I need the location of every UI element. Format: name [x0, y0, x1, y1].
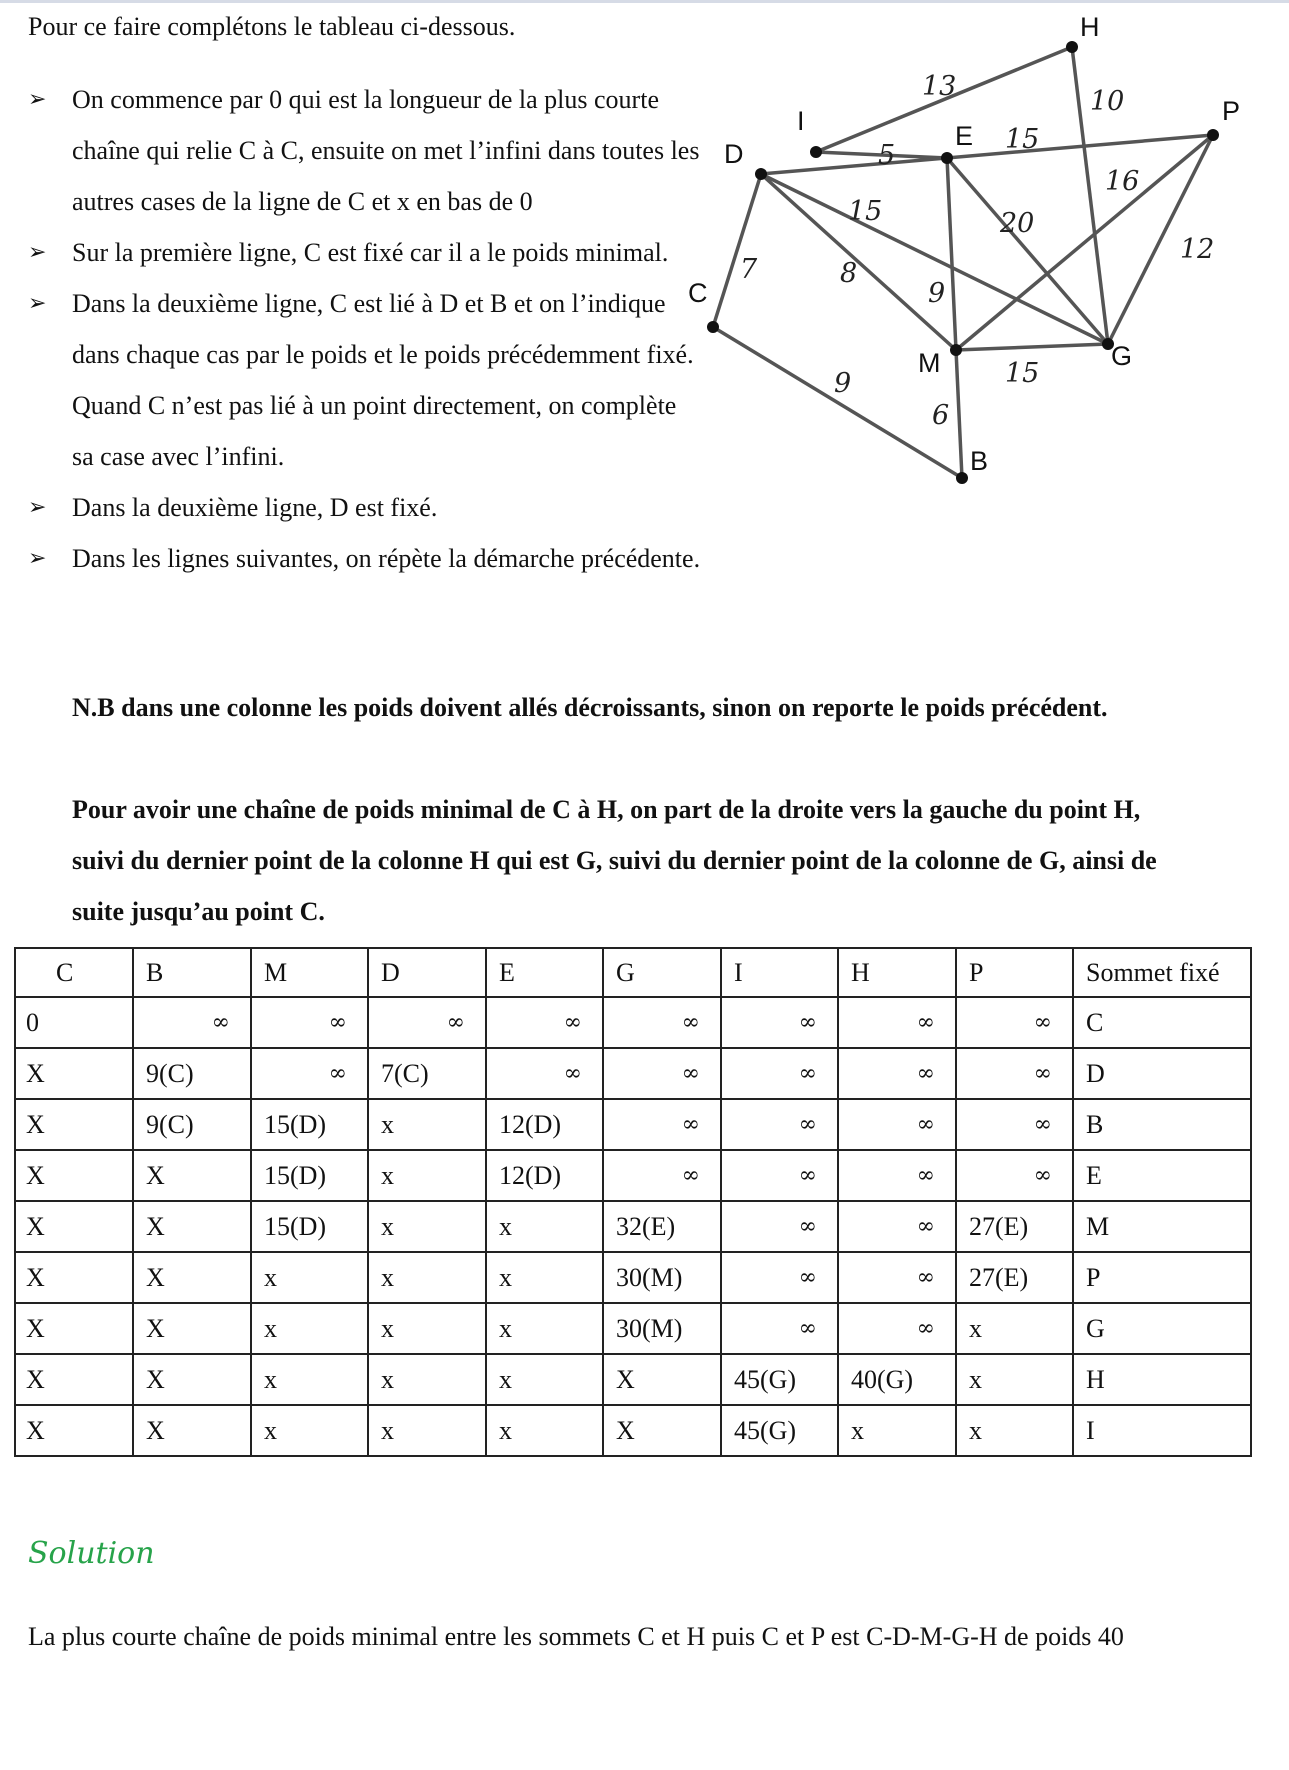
table-cell: ∞: [721, 1252, 838, 1303]
table-cell: X: [133, 1201, 251, 1252]
table-cell: x: [956, 1303, 1073, 1354]
dijkstra-table: [14, 947, 1252, 1457]
column-header-I: I: [721, 948, 838, 997]
table-cell: ∞: [838, 1252, 956, 1303]
table-cell: 27(E): [956, 1201, 1073, 1252]
table-cell: X: [15, 1048, 133, 1099]
table-cell: ∞: [368, 997, 486, 1048]
table-cell: I: [1073, 1405, 1251, 1456]
edge-weight-C-B: 9: [834, 368, 852, 399]
edge-D-P: [761, 135, 1213, 174]
table-cell: ∞: [956, 1150, 1073, 1201]
table-cell: X: [15, 1150, 133, 1201]
table-cell: x: [368, 1099, 486, 1150]
note-bold-chain: Pour avoir une chaîne de poids minimal de C à H, on part de la droite vers la gauche du point H, suivi du dernier point de la colonne H qui est G, suivi du dernier point de la colonne de G, ainsi de suite jusqu’au point C.: [72, 795, 1157, 926]
table-cell: 12(D): [486, 1099, 603, 1150]
arrow-bullet-icon: ➢: [28, 495, 47, 520]
column-header-H: H: [838, 948, 956, 997]
column-header-C: C: [15, 948, 133, 997]
table-cell: D: [1073, 1048, 1251, 1099]
node-label-D: D: [724, 139, 744, 169]
table-cell: x: [368, 1303, 486, 1354]
table-cell: ∞: [486, 1048, 603, 1099]
table-cell: ∞: [603, 1048, 721, 1099]
table-cell: x: [251, 1354, 368, 1405]
table-cell: 32(E): [603, 1201, 721, 1252]
edge-E-G: [947, 158, 1108, 344]
node-label-G: G: [1111, 341, 1133, 371]
table-cell: 15(D): [251, 1201, 368, 1252]
column-header-D: D: [368, 948, 486, 997]
table-row: [15, 1252, 1251, 1303]
table-cell: M: [1073, 1201, 1251, 1252]
table-cell: ∞: [956, 1099, 1073, 1150]
table-cell: ∞: [133, 997, 251, 1048]
table-cell: 15(D): [251, 1099, 368, 1150]
node-label-H: H: [1080, 12, 1100, 42]
arrow-bullet-icon: ➢: [28, 291, 47, 316]
table-cell: x: [251, 1405, 368, 1456]
table-row: [15, 1354, 1251, 1405]
node-M: [950, 344, 962, 356]
table-cell: 45(G): [721, 1354, 838, 1405]
table-cell: ∞: [603, 1150, 721, 1201]
table-cell: E: [1073, 1150, 1251, 1201]
column-header-fixed-vertex: Sommet fixé: [1073, 948, 1251, 997]
table-cell: ∞: [251, 1048, 368, 1099]
table-cell: P: [1073, 1252, 1251, 1303]
table-cell: ∞: [721, 1303, 838, 1354]
table-cell: X: [133, 1150, 251, 1201]
table-cell: X: [133, 1303, 251, 1354]
instruction-item: ➢ Dans la deuxième ligne, D est fixé.: [28, 482, 1268, 533]
table-header-row: [15, 948, 1251, 997]
arrow-bullet-icon: ➢: [28, 240, 47, 265]
table-cell: x: [838, 1405, 956, 1456]
table-cell: X: [15, 1405, 133, 1456]
node-P: [1207, 129, 1219, 141]
table-cell: 15(D): [251, 1150, 368, 1201]
table-cell: ∞: [956, 1048, 1073, 1099]
edge-weight-M-G: 15: [1005, 358, 1040, 389]
table-cell: 7(C): [368, 1048, 486, 1099]
weighted-graph: [660, 0, 1240, 500]
table-cell: x: [956, 1405, 1073, 1456]
table-cell: ∞: [838, 1099, 956, 1150]
table-cell: ∞: [838, 1201, 956, 1252]
table-cell: x: [486, 1354, 603, 1405]
column-header-G: G: [603, 948, 721, 997]
table-cell: X: [133, 1405, 251, 1456]
table-cell: x: [368, 1252, 486, 1303]
table-row: [15, 1201, 1251, 1252]
table-cell: ∞: [838, 1048, 956, 1099]
edge-M-G: [956, 344, 1108, 350]
table-cell: x: [368, 1354, 486, 1405]
edge-D-G: [761, 174, 1108, 344]
node-label-C: C: [688, 278, 708, 308]
table-cell: x: [486, 1405, 603, 1456]
table-row: [15, 1048, 1251, 1099]
table-cell: ∞: [486, 997, 603, 1048]
intro-text: Pour ce faire complétons le tableau ci-dessous.: [28, 12, 516, 41]
table-cell: B: [1073, 1099, 1251, 1150]
table-cell: 40(G): [838, 1354, 956, 1405]
table-cell: ∞: [603, 1099, 721, 1150]
table-cell: ∞: [838, 997, 956, 1048]
node-E: [941, 152, 953, 164]
table-row: [15, 1150, 1251, 1201]
table-cell: 12(D): [486, 1150, 603, 1201]
table-cell: X: [15, 1354, 133, 1405]
table-row: [15, 1303, 1251, 1354]
node-label-P: P: [1222, 96, 1240, 126]
node-D: [755, 168, 767, 180]
node-label-E: E: [955, 121, 974, 151]
solution-title: Solution: [28, 1536, 155, 1571]
table-cell: X: [133, 1354, 251, 1405]
solution-text: La plus courte chaîne de poids minimal entre les sommets C et H puis C et P est C-D-M-G-H de poids 40: [28, 1622, 1124, 1651]
table-cell: x: [956, 1354, 1073, 1405]
table-cell: X: [15, 1252, 133, 1303]
column-header-M: M: [251, 948, 368, 997]
table-cell: C: [1073, 997, 1251, 1048]
table-cell: X: [603, 1354, 721, 1405]
table-cell: X: [15, 1201, 133, 1252]
edge-weight-P-M: 16: [1105, 166, 1140, 197]
edge-weight-D-M: 8: [840, 258, 858, 289]
table-row: [15, 997, 1251, 1048]
node-label-M: M: [918, 348, 941, 378]
edge-weight-D-P: 15: [1005, 124, 1040, 155]
table-cell: G: [1073, 1303, 1251, 1354]
edge-weight-H-G: 10: [1090, 86, 1125, 117]
table-cell: x: [368, 1405, 486, 1456]
edge-weight-D-G: 15: [848, 196, 883, 227]
node-C: [707, 321, 719, 333]
node-I: [810, 146, 822, 158]
arrow-bullet-icon: ➢: [28, 87, 47, 112]
column-header-E: E: [486, 948, 603, 997]
table-cell: 30(M): [603, 1252, 721, 1303]
table-cell: ∞: [721, 997, 838, 1048]
edge-weight-E-M: 9: [928, 278, 946, 309]
table-cell: x: [486, 1252, 603, 1303]
table-cell: X: [603, 1405, 721, 1456]
table-cell: 27(E): [956, 1252, 1073, 1303]
table-cell: ∞: [838, 1150, 956, 1201]
table-cell: x: [486, 1303, 603, 1354]
instruction-item: ➢ On commence par 0 qui est la longueur de la plus courte chaîne qui relie C à C, ensuite on met l’infini dans toutes les autres cases de la ligne de C et x en bas de 0: [28, 74, 702, 227]
table-cell: H: [1073, 1354, 1251, 1405]
table-cell: ∞: [838, 1303, 956, 1354]
table-cell: ∞: [956, 997, 1073, 1048]
table-cell: x: [368, 1150, 486, 1201]
table-cell: ∞: [603, 997, 721, 1048]
table-cell: x: [251, 1303, 368, 1354]
table-row: [15, 1405, 1251, 1456]
table-cell: 9(C): [133, 1099, 251, 1150]
table-cell: ∞: [251, 997, 368, 1048]
node-label-B: B: [970, 446, 989, 476]
column-header-B: B: [133, 948, 251, 997]
node-label-I: I: [797, 106, 805, 136]
table-row: [15, 1099, 1251, 1150]
table-cell: x: [486, 1201, 603, 1252]
table-cell: ∞: [721, 1201, 838, 1252]
table-cell: ∞: [721, 1099, 838, 1150]
edge-E-M: [947, 158, 956, 350]
edge-weight-E-G: 20: [1000, 208, 1035, 239]
edge-weight-D-C: 7: [740, 254, 758, 285]
table-cell: X: [15, 1099, 133, 1150]
edge-weight-P-G: 12: [1180, 234, 1215, 265]
table-cell: X: [133, 1252, 251, 1303]
edge-weight-M-B: 6: [932, 400, 950, 431]
table-body: [15, 997, 1251, 1456]
note-bold: N.B dans une colonne les poids doivent allés décroissants, sinon on reporte le poids précédent.: [72, 693, 1108, 722]
node-B: [956, 472, 968, 484]
instruction-item: ➢ Dans la deuxième ligne, C est lié à D et B et on l’indique dans chaque cas par le poids et le poids précédemment fixé. Quand C n’est pas lié à un point directement, on complète sa case avec l’infini.: [28, 278, 702, 482]
table-cell: ∞: [721, 1150, 838, 1201]
edge-D-C: [713, 174, 761, 327]
table-cell: 45(G): [721, 1405, 838, 1456]
table-cell: 0: [15, 997, 133, 1048]
table-cell: ∞: [721, 1048, 838, 1099]
table-cell: 9(C): [133, 1048, 251, 1099]
edge-weight-I-E: 5: [878, 140, 896, 171]
node-H: [1066, 41, 1078, 53]
table-cell: x: [251, 1252, 368, 1303]
table-cell: X: [15, 1303, 133, 1354]
edge-M-B: [956, 350, 962, 478]
instruction-item: ➢ Dans les lignes suivantes, on répète la démarche précédente.: [28, 533, 1268, 584]
table-cell: x: [368, 1201, 486, 1252]
edge-weight-I-H: 13: [922, 71, 957, 102]
column-header-P: P: [956, 948, 1073, 997]
instruction-item: ➢ Sur la première ligne, C est fixé car il a le poids minimal.: [28, 227, 702, 278]
arrow-bullet-icon: ➢: [28, 546, 47, 571]
table-cell: 30(M): [603, 1303, 721, 1354]
